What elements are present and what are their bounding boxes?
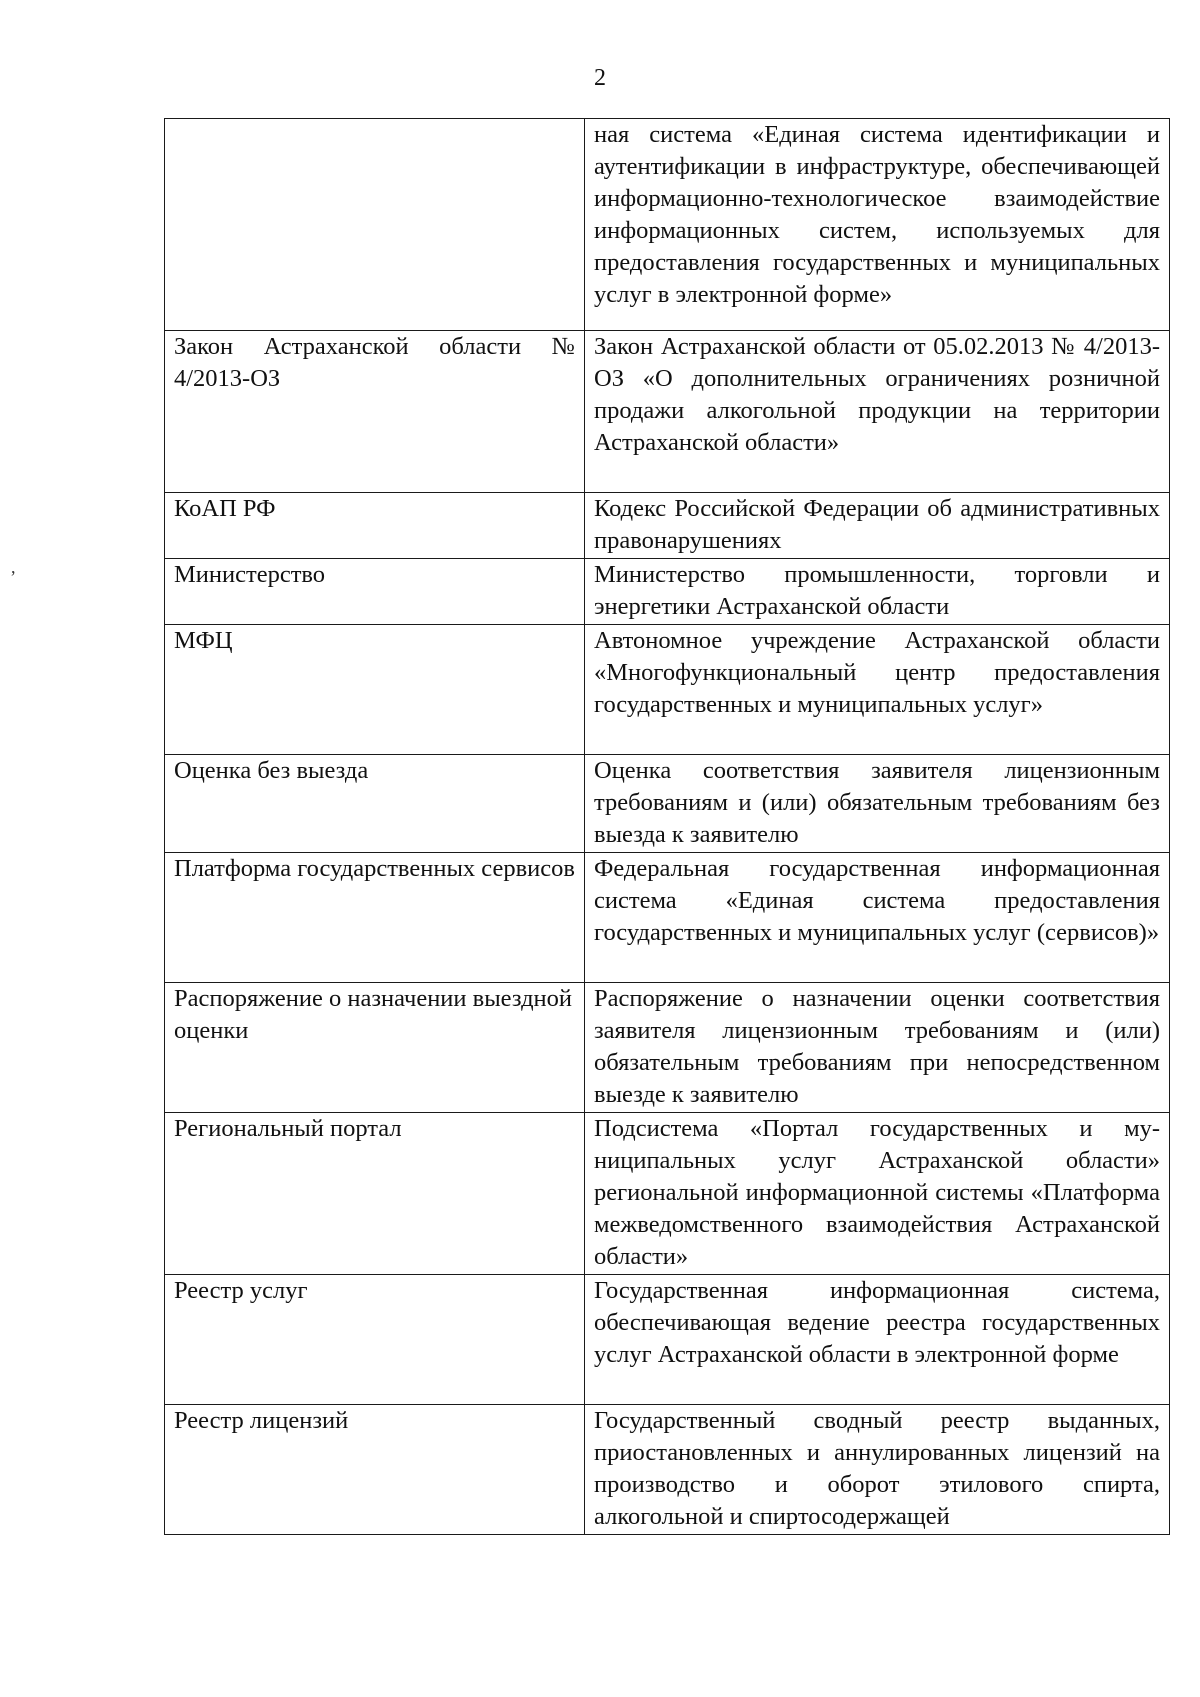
term-cell: Региональный портал <box>165 1113 585 1275</box>
definition-cell: Кодекс Российской Федерации об административных правонарушениях <box>585 493 1170 559</box>
definition-cell: Распоряжение о назначении оценки соответствия заявителя лицензионным требованиям и (или) обязательным требованиям при непосредственном выезде к заявителю <box>585 983 1170 1113</box>
definition-cell: Подсистема «Портал государственных и муниципальных услуг Астраханской области» региональной информационной системы «Платформа межведомственного взаимодействия Астраханской области» <box>585 1113 1170 1275</box>
table-row <box>165 1275 1170 1405</box>
term-cell: Реестр лицензий <box>165 1405 585 1535</box>
table-row <box>165 853 1170 983</box>
term-cell: Оценка без выезда <box>165 755 585 853</box>
definition-cell: ная система «Единая система идентификации и аутентификации в инфраструктуре, обеспечивающей информационно-технологическое взаимодействие информационных систем, используемых для предоставления государственных и муниципальных услуг в электронной форме» <box>585 119 1170 331</box>
definition-cell: Оценка соответствия заявителя лицензионным требованиям и (или) обязательным требованиям без выезда к заявителю <box>585 755 1170 853</box>
stray-mark: , <box>11 557 16 577</box>
term-cell: Платформа государственных сервисов <box>165 853 585 983</box>
definition-cell: Государственный сводный реестр выданных, приостановленных и аннулированных лицензий на производство и оборот этилового спирта, алкогольной и спиртосодержащей <box>585 1405 1170 1535</box>
definition-cell: Автономное учреждение Астраханской области «Многофункциональный центр предоставления государственных и муниципальных услуг» <box>585 625 1170 755</box>
table-row <box>165 331 1170 493</box>
term-cell: МФЦ <box>165 625 585 755</box>
table-row <box>165 559 1170 625</box>
definition-cell: Государственная информационная система, обеспечивающая ведение реестра государственных услуг Астраханской области в электронной форме <box>585 1275 1170 1405</box>
table-row <box>165 119 1170 331</box>
definitions-table <box>164 118 1170 1535</box>
page-number: 2 <box>594 65 606 91</box>
term-cell: Реестр услуг <box>165 1275 585 1405</box>
definition-cell: Федеральная государственная информационная система «Единая система предоставления государственных и муниципальных услуг (сервисов)» <box>585 853 1170 983</box>
term-cell: Распоряжение о назначении выездной оценки <box>165 983 585 1113</box>
table-row <box>165 755 1170 853</box>
definition-cell: Закон Астраханской области от 05.02.2013 № 4/2013-ОЗ «О дополнительных ограничениях розничной продажи алкогольной продукции на территории Астраханской области» <box>585 331 1170 493</box>
term-cell: Закон Астраханской области № 4/2013-ОЗ <box>165 331 585 493</box>
term-cell <box>165 119 585 331</box>
definition-cell: Министерство промышленности, торговли и энергетики Астраханской области <box>585 559 1170 625</box>
term-cell: КоАП РФ <box>165 493 585 559</box>
table-row <box>165 625 1170 755</box>
table-row <box>165 1113 1170 1275</box>
term-cell: Министерство <box>165 559 585 625</box>
table-row <box>165 493 1170 559</box>
table-row <box>165 1405 1170 1535</box>
table-row <box>165 983 1170 1113</box>
